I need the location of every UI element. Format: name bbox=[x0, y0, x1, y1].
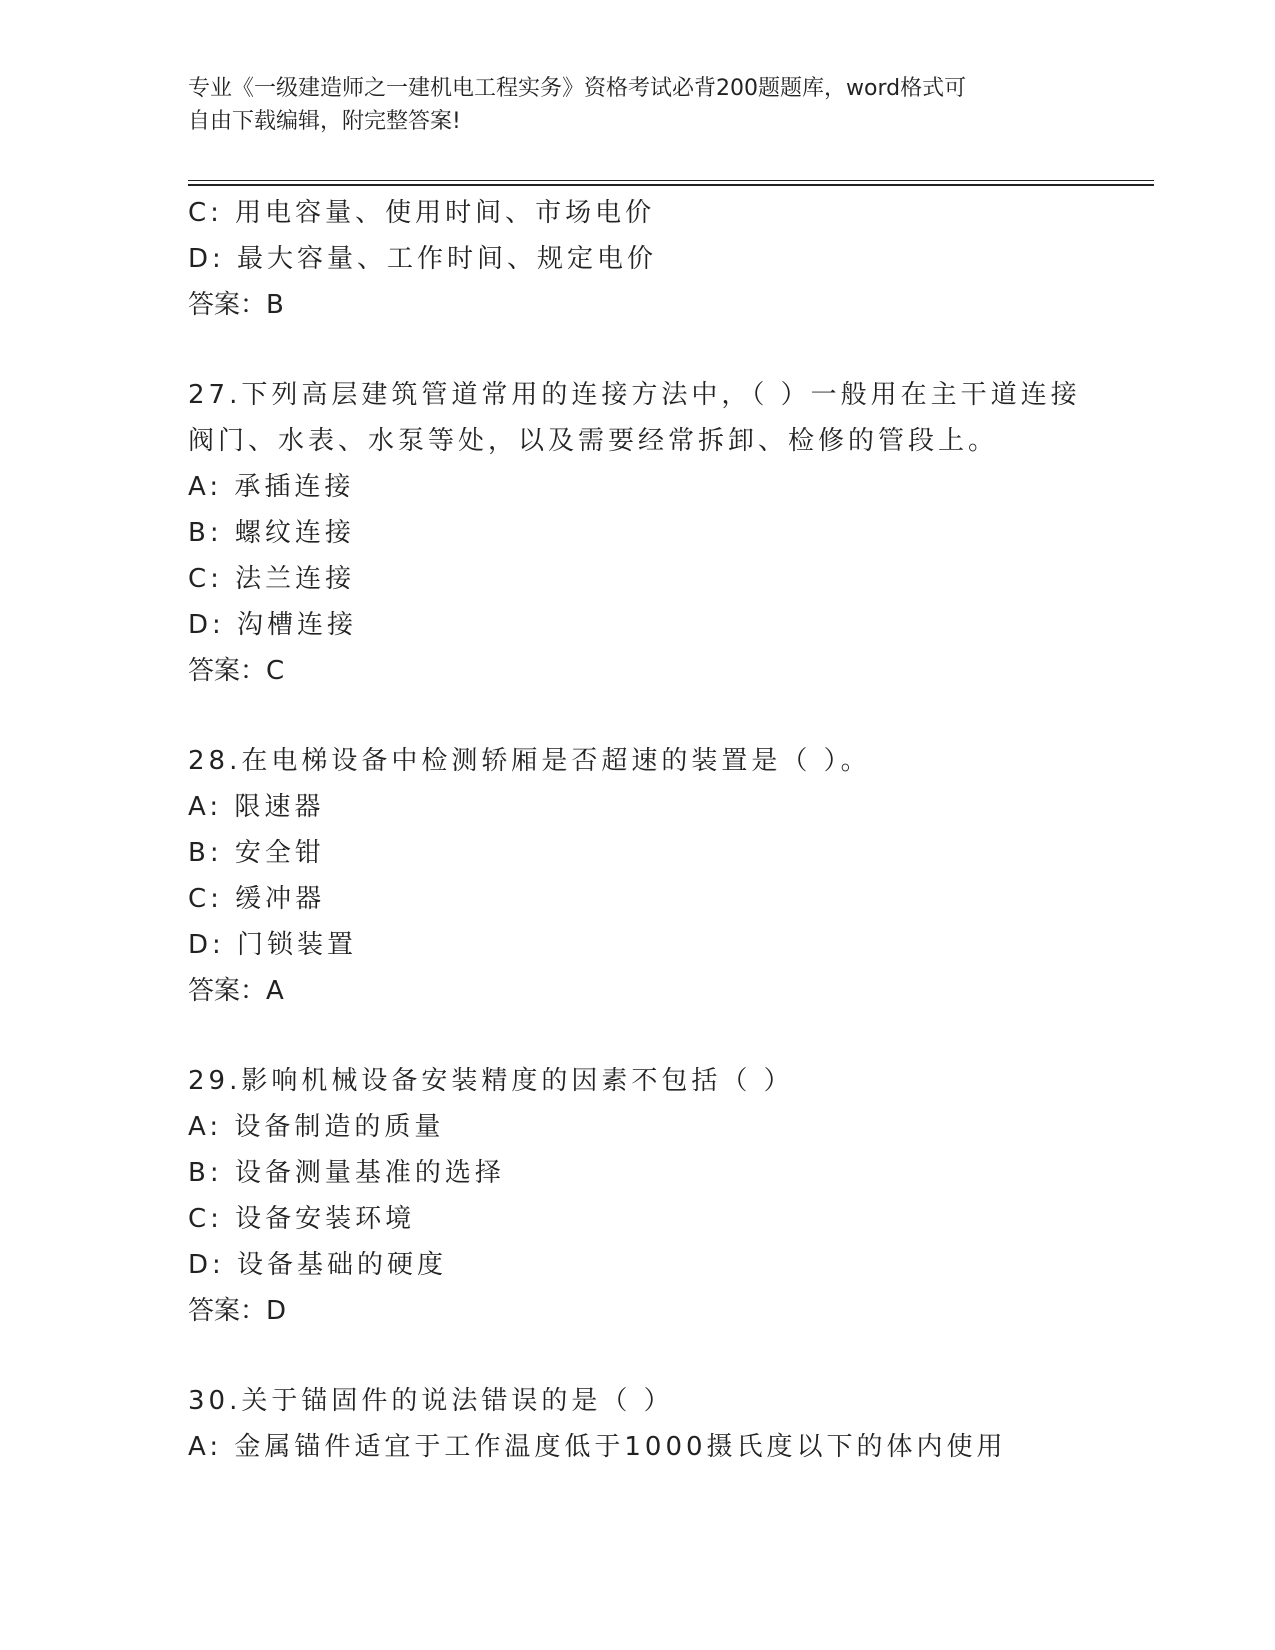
option-a: A: 金属锚件适宜于工作温度低于1000摄氏度以下的体内使用 bbox=[188, 1432, 1007, 1462]
question-stem-line: 28.在电梯设备中检测轿厢是否超速的装置是（ ）。 bbox=[188, 746, 871, 776]
question-stem-line: 27.下列高层建筑管道常用的连接方法中，（ ）一般用在主干道连接 bbox=[188, 380, 1081, 410]
question-content bbox=[188, 190, 1148, 1470]
question-26-continued bbox=[188, 190, 1148, 328]
option-a: A: 承插连接 bbox=[188, 472, 355, 502]
question-28 bbox=[188, 738, 1148, 1014]
option-c: C: 缓冲器 bbox=[188, 884, 326, 914]
option-a: A: 限速器 bbox=[188, 792, 325, 822]
answer-line: 答案：A bbox=[188, 976, 284, 1006]
option-c: C: 用电容量、使用时间、市场电价 bbox=[188, 198, 656, 228]
question-29 bbox=[188, 1058, 1148, 1334]
option-d: D: 沟槽连接 bbox=[188, 610, 358, 640]
answer-line: 答案：B bbox=[188, 290, 284, 320]
question-27 bbox=[188, 372, 1148, 694]
option-c: C: 法兰连接 bbox=[188, 564, 356, 594]
answer-line: 答案：D bbox=[188, 1296, 287, 1326]
document-header bbox=[188, 72, 1088, 138]
header-rule-thin bbox=[188, 180, 1154, 181]
answer-line: 答案：C bbox=[188, 656, 285, 686]
question-stem-line: 阀门、水表、水泵等处，以及需要经常拆卸、检修的管段上。 bbox=[188, 426, 999, 456]
option-b: B: 螺纹连接 bbox=[188, 518, 355, 548]
option-c: C: 设备安装环境 bbox=[188, 1204, 416, 1234]
header-rule-thick bbox=[188, 184, 1154, 186]
option-d: D: 最大容量、工作时间、规定电价 bbox=[188, 244, 658, 274]
option-d: D: 设备基础的硬度 bbox=[188, 1250, 448, 1280]
option-b: B: 安全钳 bbox=[188, 838, 325, 868]
option-d: D: 门锁装置 bbox=[188, 930, 358, 960]
spacer bbox=[188, 1014, 1148, 1058]
question-stem-line: 29.影响机械设备安装精度的因素不包括（ ） bbox=[188, 1066, 794, 1096]
question-30 bbox=[188, 1378, 1148, 1470]
option-a: A: 设备制造的质量 bbox=[188, 1112, 445, 1142]
option-b: B: 设备测量基准的选择 bbox=[188, 1158, 505, 1188]
header-line-2: 自由下载编辑，附完整答案! bbox=[188, 109, 461, 134]
question-stem-line: 30.关于锚固件的说法错误的是（ ） bbox=[188, 1386, 674, 1416]
spacer bbox=[188, 694, 1148, 738]
header-line-1: 专业《一级建造师之一建机电工程实务》资格考试必背200题题库，word格式可 bbox=[188, 76, 967, 101]
spacer bbox=[188, 328, 1148, 372]
spacer bbox=[188, 1334, 1148, 1378]
